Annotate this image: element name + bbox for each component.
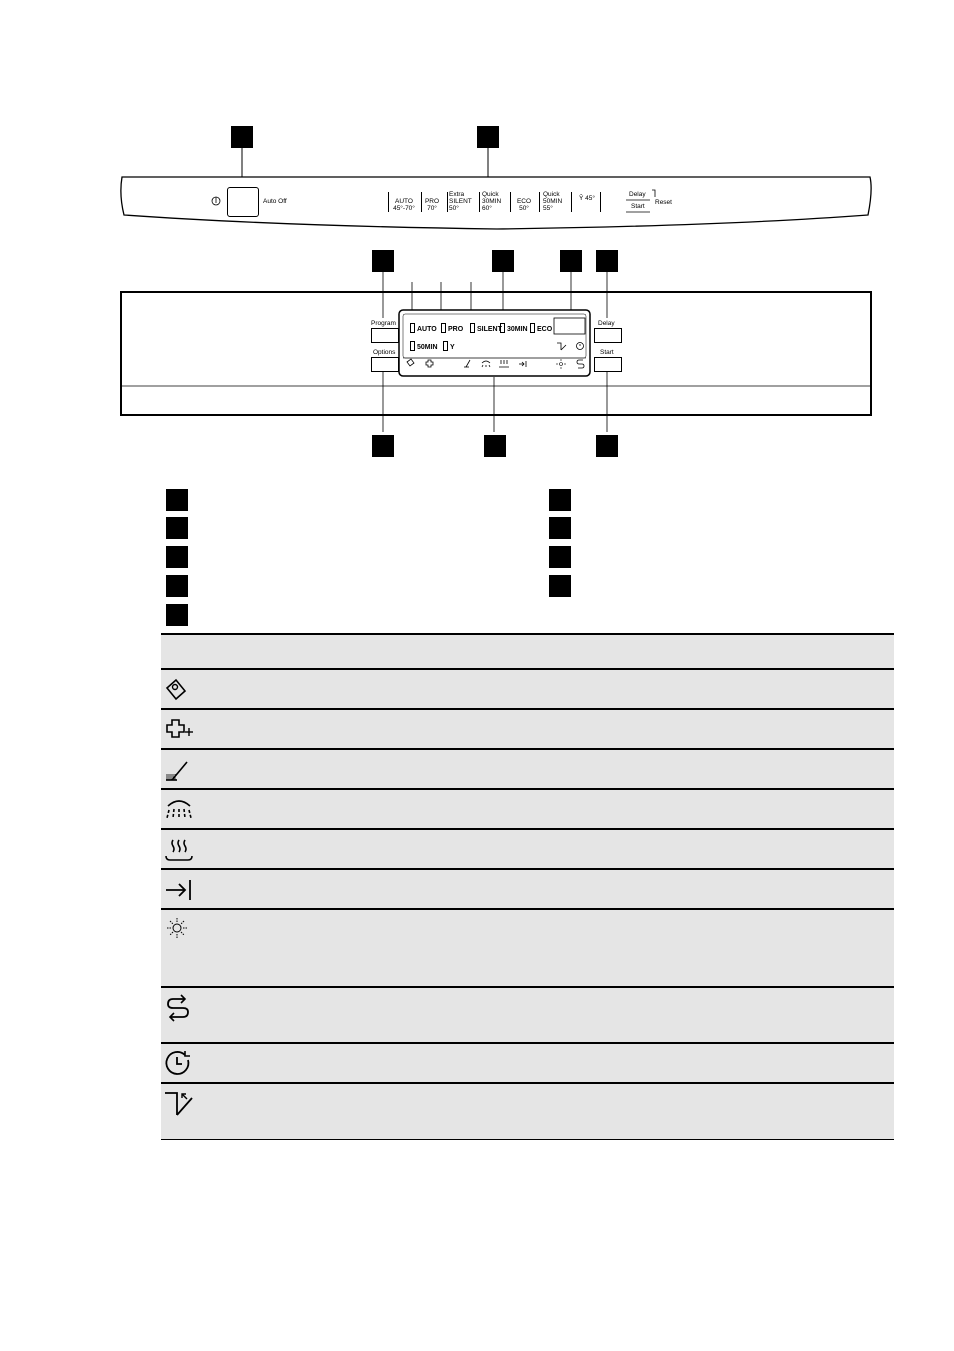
program-extra-silent[interactable]: [449, 191, 477, 212]
callout-start-button: [596, 435, 618, 457]
table-row: [161, 668, 894, 708]
rinse-aid-icon: [163, 756, 195, 784]
legend-item-6: [549, 489, 571, 511]
legend-item-9: [549, 575, 571, 597]
program-pro[interactable]: [422, 191, 442, 212]
program-line3: 55°: [543, 205, 553, 212]
indicator-eco: [530, 323, 552, 333]
indicator-auto: [410, 323, 437, 333]
callout-options-button: [372, 435, 394, 457]
legend-item-2: [166, 517, 188, 539]
start-label[interactable]: Start: [631, 203, 645, 210]
program-line2: AUTO: [395, 198, 413, 205]
legend-item-3: [166, 546, 188, 568]
separator: [600, 192, 601, 212]
table-row: [161, 868, 894, 908]
program-quick-30min[interactable]: [482, 191, 508, 212]
start-button[interactable]: [594, 357, 622, 372]
clock-icon: [577, 343, 584, 350]
dry-icon: [499, 360, 509, 367]
separator: [539, 192, 540, 212]
glass-icon: Y: [450, 344, 455, 351]
loop-icon: [163, 994, 195, 1022]
program-line3: 50°: [449, 205, 459, 212]
program-line3: 45°-70°: [393, 205, 415, 212]
options-label: Options: [373, 349, 396, 356]
program-line1: Quick: [543, 191, 560, 198]
tablet-icon: [407, 359, 414, 366]
sun-icon: [556, 359, 566, 369]
table-row: [161, 708, 894, 748]
power-button[interactable]: [227, 187, 259, 217]
top-panel: [0, 0, 954, 240]
separator: [388, 192, 389, 212]
program-eco[interactable]: [512, 191, 536, 212]
tablet-icon: [163, 676, 195, 704]
program-line3: 60°: [482, 205, 492, 212]
program-line1: [422, 191, 442, 198]
loop-icon: [577, 360, 584, 368]
table-row: [161, 1082, 894, 1140]
table-row: [161, 748, 894, 788]
program-quick-50min[interactable]: [543, 191, 569, 212]
program-line2: ECO: [516, 198, 532, 205]
legend-item-4: [166, 575, 188, 597]
delay-label[interactable]: Delay: [629, 191, 646, 198]
sun-icon: [163, 916, 195, 944]
rinse-aid-icon: [464, 360, 470, 367]
program-line2: 50MIN: [543, 198, 563, 205]
legend-item-1: [166, 489, 188, 511]
program-line1: Quick: [482, 191, 499, 198]
program-line2: 30MIN: [482, 198, 502, 205]
symbol-table: [161, 633, 894, 1139]
start-label: Start: [600, 349, 614, 356]
program-line2: SILENT: [449, 198, 472, 205]
indicator-label: PRO: [448, 326, 464, 333]
table-row: [161, 828, 894, 868]
delay-button[interactable]: [594, 328, 622, 343]
table-row: [161, 1042, 894, 1082]
indicator-label: SILENT: [477, 326, 502, 333]
clock-icon: [163, 1050, 195, 1078]
display-icons: [400, 336, 590, 376]
separator: [447, 192, 448, 212]
delay-label: Delay: [598, 320, 615, 327]
reset-label: Reset: [655, 199, 672, 206]
table-row: [161, 908, 894, 986]
glass-icon: Ῡ: [579, 195, 584, 202]
program-line2: PRO: [424, 198, 440, 205]
table-header-row: [161, 633, 894, 668]
legend-item-8: [549, 546, 571, 568]
auto-off-label: Auto Off: [263, 198, 287, 205]
indicator-silent: [470, 323, 502, 333]
options-button[interactable]: [371, 357, 399, 372]
door-icon: [557, 343, 566, 350]
separator: [479, 192, 480, 212]
spray-icon: [163, 796, 195, 824]
callout-symbols: [484, 435, 506, 457]
program-line1: Extra: [449, 191, 465, 198]
dry-icon: [163, 836, 195, 864]
legend-item-5: [166, 604, 188, 626]
program-line3: 70°: [427, 205, 437, 212]
plus-cross-icon: [426, 360, 433, 367]
table-row: [161, 986, 894, 1042]
program-line2: 45°: [585, 195, 595, 202]
door-icon: [163, 1090, 195, 1118]
arrow-to-bar-icon: [163, 876, 195, 904]
indicator-label: 50MIN: [417, 344, 438, 351]
separator: [571, 192, 572, 212]
legend-item-7: [549, 517, 571, 539]
arrow-to-bar-icon: [519, 361, 526, 367]
indicator-30min: [500, 323, 528, 333]
table-row: [161, 788, 894, 828]
indicator-label: ECO: [537, 326, 553, 333]
indicator-label: AUTO: [417, 326, 437, 333]
program-glass[interactable]: [575, 195, 599, 202]
program-label: Program: [371, 320, 396, 327]
separator: [510, 192, 511, 212]
indicator-label: 30MIN: [507, 326, 528, 333]
spray-icon: [482, 361, 490, 367]
plus-cross-icon: [163, 716, 195, 744]
indicator-pro: [441, 323, 463, 333]
program-button[interactable]: [371, 328, 399, 343]
program-line1: [391, 191, 417, 198]
program-auto[interactable]: [391, 191, 417, 212]
program-line1: [512, 191, 536, 198]
program-line3: 50°: [519, 205, 529, 212]
